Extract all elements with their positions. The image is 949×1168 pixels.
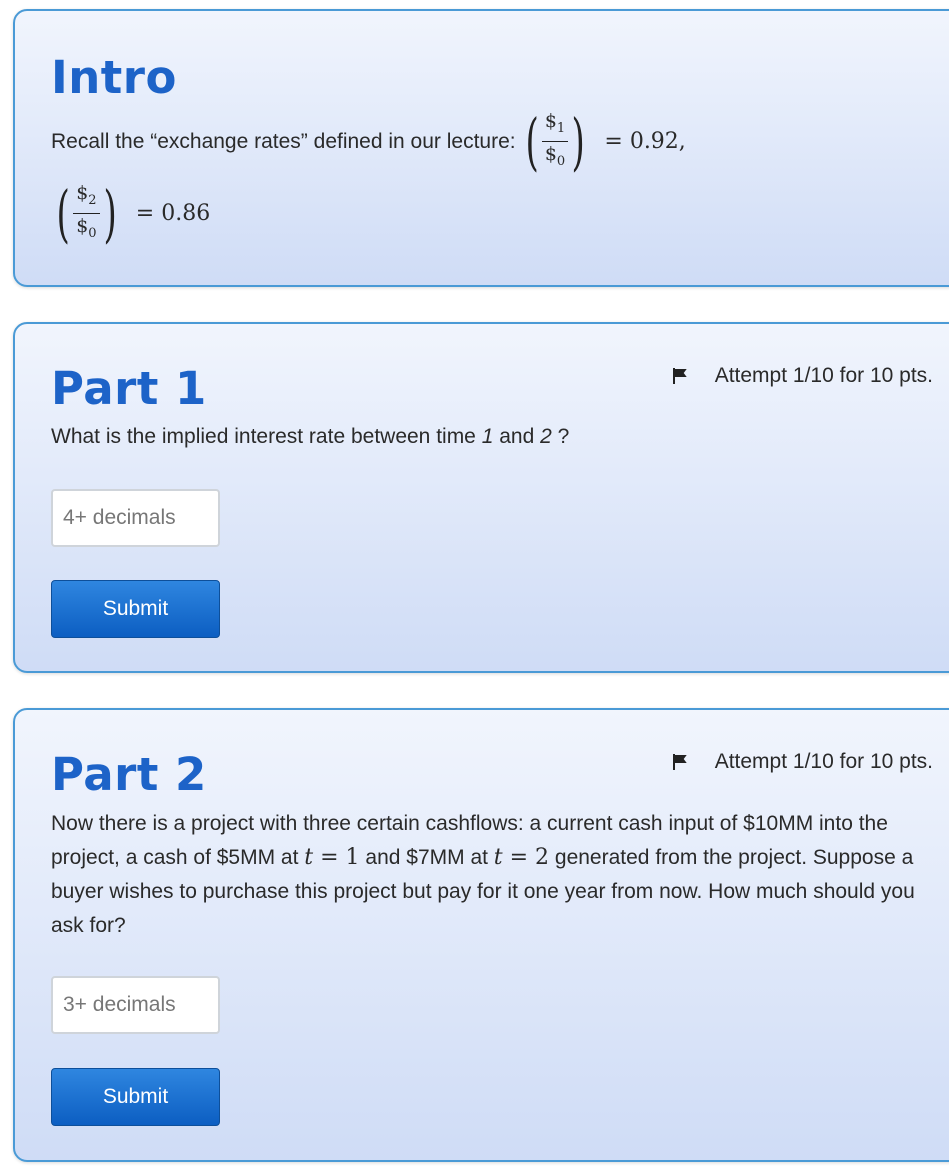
- flag-icon[interactable]: [673, 368, 689, 384]
- part2-answer-input[interactable]: [51, 976, 220, 1034]
- intro-recall-text: Recall the “exchange rates” defined in our lecture:: [51, 129, 516, 153]
- part2-card: [13, 708, 949, 1162]
- part1-submit-button[interactable]: Submit: [51, 580, 220, 638]
- part2-heading: Part 2: [51, 748, 207, 801]
- part1-heading: Part 1: [51, 362, 207, 415]
- exchange-rate-1-value: = 0.92,: [604, 128, 686, 154]
- part1-answer-input[interactable]: [51, 489, 220, 547]
- part2-question: Now there is a project with three certain cashflows: a current cash input of $10MM into the project, a cash of $5MM at t = 1 and $7MM at t = 2 generated from the project. Suppose a buyer wishes to purchase this project but pay for it one year from now. How much should you ask for?: [51, 812, 915, 937]
- part1-question: What is the implied interest rate between time 1 and 2 ?: [51, 425, 570, 448]
- flag-icon[interactable]: [673, 754, 689, 770]
- part1-attempt-text: Attempt 1/10 for 10 pts.: [714, 364, 933, 387]
- part2-attempt-text: Attempt 1/10 for 10 pts.: [714, 750, 933, 773]
- intro-card: [13, 9, 949, 287]
- part1-attempt-info: [673, 364, 933, 388]
- part1-card: [13, 322, 949, 673]
- exchange-rate-1: ( $\frac{\$_1}{\$_0}$ ) = 0.92,: [525, 104, 686, 178]
- intro-rate2-line: [51, 176, 211, 250]
- intro-heading: Intro: [51, 51, 177, 104]
- part2-attempt-info: [673, 750, 933, 774]
- intro-recall-line: [51, 104, 686, 178]
- part2-submit-button[interactable]: Submit: [51, 1068, 220, 1126]
- exchange-rate-2-value: = 0.86: [135, 200, 211, 226]
- exchange-rate-2: ( $\frac{\$_2}{\$_0}$ ) = 0.86: [56, 176, 211, 250]
